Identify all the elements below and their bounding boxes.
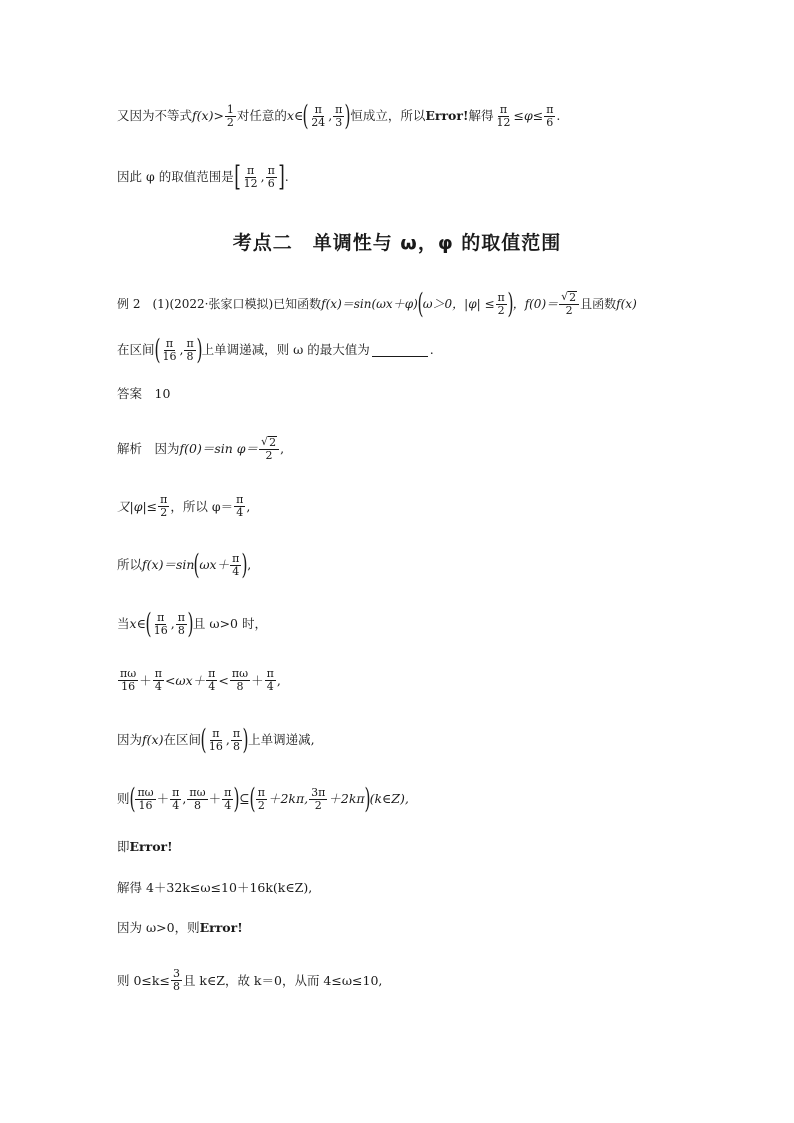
paren: ( bbox=[153, 333, 160, 366]
fraction: $\frac{\pi}{24}$ bbox=[311, 102, 326, 129]
text-line-1: 又因为不等式 f(x)> $\frac{1}{2}$ 对任意的 x∈ ( $\frac{\pi}{24}$ , $\frac{\pi}{3}$ ) 恒成立，所以 Error! 解得 $\frac{\pi}{12}$ ≤φ≤ $\frac{\pi}{6}$ . bbox=[117, 99, 561, 132]
paren: ( bbox=[249, 782, 256, 815]
fraction: $\frac{\pi}{8}$ bbox=[177, 610, 185, 637]
math: ≤φ≤ bbox=[513, 108, 544, 123]
math: <ωx＋ bbox=[164, 672, 206, 688]
paren: ) bbox=[344, 99, 351, 132]
fraction: $\frac{\pi}{16}$ bbox=[162, 336, 177, 363]
text-line-2: 因此 φ 的取值范围是 [ $\frac{\pi}{12}$ , $\frac{\pi}{6}$ ] . bbox=[117, 160, 289, 193]
fraction: $\frac{\pi}{8}$ bbox=[186, 336, 194, 363]
solution-line-2: 又|φ|≤ $\frac{\pi}{2}$ ，所以 φ＝ $\frac{\pi}{4}$ , bbox=[117, 493, 251, 519]
solution-line-5: $\frac{\pi\omega}{16}$ ＋ $\frac{\pi}{4}$ <ωx＋ $\frac{\pi}{4}$ < $\frac{\pi\omega}{8}$ ＋ $\frac{\pi}{4}$ , bbox=[120, 667, 281, 693]
example-label: 例 2 (1)(2022·张家口模拟)已知函数 bbox=[117, 297, 322, 311]
fraction: $\frac{\pi}{2}$ bbox=[257, 785, 265, 812]
math: 则 0≤k≤ bbox=[117, 972, 170, 988]
example-line-1 bbox=[117, 287, 717, 320]
text: ，所以 φ＝ bbox=[170, 498, 234, 514]
math: (k∈Z), bbox=[369, 791, 409, 806]
math: f(x)＝sin bbox=[142, 557, 195, 572]
text: 因此 φ 的取值范围是 bbox=[117, 169, 234, 184]
math: x∈ bbox=[286, 108, 304, 123]
answer-line: 答案 10 bbox=[117, 386, 171, 401]
text: 解析 因为 bbox=[117, 441, 180, 456]
text: 恒成立，所以 bbox=[350, 108, 426, 123]
math: f(x) bbox=[142, 732, 164, 747]
paren: ( bbox=[193, 548, 200, 581]
solution-line-10 bbox=[117, 919, 717, 937]
paren: ( bbox=[417, 287, 424, 320]
fraction: $\frac{\pi}{4}$ bbox=[208, 667, 216, 693]
fraction: $\frac{\pi}{4}$ bbox=[266, 667, 274, 693]
fraction: $\frac{\pi}{4}$ bbox=[154, 667, 162, 693]
paren: ) bbox=[233, 782, 240, 815]
fraction: $\frac{\pi\omega}{16}$ bbox=[120, 667, 137, 693]
math: f(x)> bbox=[192, 108, 224, 123]
text: 又因为不等式 bbox=[117, 108, 193, 123]
text: 当 bbox=[117, 616, 130, 631]
fraction: $\frac{\pi}{6}$ bbox=[267, 163, 275, 190]
fraction: $\frac{3}{8}$ bbox=[172, 967, 180, 993]
solution-line-6: 因为 f(x) 在区间 ( $\frac{\pi}{16}$ , $\frac{\pi}{8}$ ) 上单调递减, bbox=[117, 723, 315, 756]
text: 解得 bbox=[468, 108, 494, 123]
solution-line-9: 解得 4＋32k≤ω≤10＋16k(k∈Z), bbox=[117, 880, 313, 895]
fraction: $\frac{\pi}{4}$ bbox=[172, 785, 180, 812]
solution-line-11 bbox=[117, 968, 717, 993]
fraction: $\frac{\pi}{16}$ bbox=[208, 726, 223, 753]
example-line-2: 在区间 ( $\frac{\pi}{16}$ , $\frac{\pi}{8}$ ) 上单调递减，则 ω 的最大值为 . bbox=[117, 333, 434, 366]
math: f(x)＝sin(ωx＋φ) bbox=[321, 297, 418, 311]
math: f(x) bbox=[616, 297, 637, 311]
fraction: √ 2 2 bbox=[259, 436, 279, 462]
solution-line-7: 则 ( $\frac{\pi\omega}{16}$ ＋ $\frac{\pi}{4}$ , $\frac{\pi\omega}{8}$ ＋ $\frac{\pi}{4}$ ) ⊆ ( $\frac{\pi}{2}$ ＋2kπ, $\frac{3\pi}{2}$ ＋2kπ ) (k∈Z), bbox=[117, 782, 409, 815]
answer-blank bbox=[372, 344, 428, 357]
fraction: $\frac{\pi\omega}{8}$ bbox=[231, 667, 249, 693]
section-title: 考点二 单调性与 ω，φ 的取值范围 bbox=[232, 232, 562, 254]
error-text: Error! bbox=[129, 839, 173, 854]
fraction: $\frac{\pi}{4}$ bbox=[232, 551, 240, 578]
text: 在区间 bbox=[117, 342, 155, 357]
fraction: $\frac{\pi}{8}$ bbox=[232, 726, 241, 753]
math: x∈ bbox=[129, 616, 146, 631]
paren: ) bbox=[196, 333, 203, 366]
fraction: $\frac{1}{2}$ bbox=[226, 102, 234, 129]
text: 且 ω>0 时， bbox=[192, 616, 267, 631]
solution-line-3: 所以 f(x)＝sin ( ωx＋ $\frac{\pi}{4}$ ) , bbox=[117, 548, 252, 581]
paren: ) bbox=[507, 287, 514, 320]
fraction: $\frac{\pi}{6}$ bbox=[546, 102, 554, 129]
math: ωx＋ bbox=[199, 557, 230, 572]
text: 因为 bbox=[117, 732, 143, 747]
solution-line-4: 当 x∈ ( $\frac{\pi}{16}$ , $\frac{\pi}{8}$ ) 且 ω>0 时， bbox=[117, 607, 267, 640]
paren: ) bbox=[187, 607, 194, 640]
text: 因为 ω>0，则 bbox=[117, 920, 200, 935]
solution-line-8 bbox=[117, 838, 717, 856]
fraction: $\frac{\pi}{2}$ bbox=[497, 290, 505, 317]
text: 对任意的 bbox=[236, 108, 287, 123]
paren: ( bbox=[128, 782, 135, 815]
fraction: $\frac{\pi\omega}{16}$ bbox=[137, 785, 154, 812]
paren: ( bbox=[302, 99, 309, 132]
math: ，f(0)＝ bbox=[512, 297, 559, 311]
fraction: $\frac{\pi}{4}$ bbox=[236, 493, 244, 519]
fraction: $\frac{\pi}{4}$ bbox=[224, 785, 232, 812]
fraction: $\frac{\pi}{2}$ bbox=[160, 493, 168, 519]
solution-line-1: 解析 因为 f(0)＝sin φ＝ √ 2 2 , bbox=[117, 435, 285, 462]
fraction: $\frac{\pi}{3}$ bbox=[335, 102, 343, 129]
text: 上单调递减，则 ω 的最大值为 bbox=[201, 342, 370, 357]
fraction: $\frac{\pi}{12}$ bbox=[243, 163, 258, 190]
fraction: $\frac{\pi}{12}$ bbox=[496, 102, 511, 129]
error-text: Error! bbox=[425, 108, 469, 123]
fraction: $\frac{\pi\omega}{8}$ bbox=[189, 785, 206, 812]
bracket: ] bbox=[278, 160, 285, 193]
text: 上单调递减, bbox=[248, 732, 315, 747]
error-text: Error! bbox=[199, 920, 243, 935]
math: f(0)＝sin φ＝ bbox=[179, 441, 259, 456]
math: ω＞0，|φ| ≤ bbox=[422, 297, 495, 311]
text: 在区间 bbox=[163, 732, 201, 747]
fraction: √ 2 2 bbox=[559, 291, 579, 317]
math: ＋2kπ bbox=[328, 791, 365, 806]
paren: ( bbox=[145, 607, 152, 640]
paren: ) bbox=[242, 723, 249, 756]
bracket: [ bbox=[233, 160, 241, 193]
text: 即 bbox=[117, 839, 130, 854]
text: 则 bbox=[117, 791, 130, 806]
math: ＋2kπ, bbox=[267, 791, 309, 806]
math: 又|φ|≤ bbox=[117, 498, 158, 514]
text: 且函数 bbox=[580, 297, 617, 311]
text: 所以 bbox=[117, 557, 143, 572]
paren: ) bbox=[364, 782, 371, 815]
text: 且 k∈Z，故 k＝0，从而 4≤ω≤10, bbox=[182, 972, 383, 988]
fraction: $\frac{3\pi}{2}$ bbox=[311, 785, 326, 812]
fraction: $\frac{\pi}{16}$ bbox=[153, 610, 168, 637]
paren: ) bbox=[241, 548, 248, 581]
paren: ( bbox=[200, 723, 207, 756]
